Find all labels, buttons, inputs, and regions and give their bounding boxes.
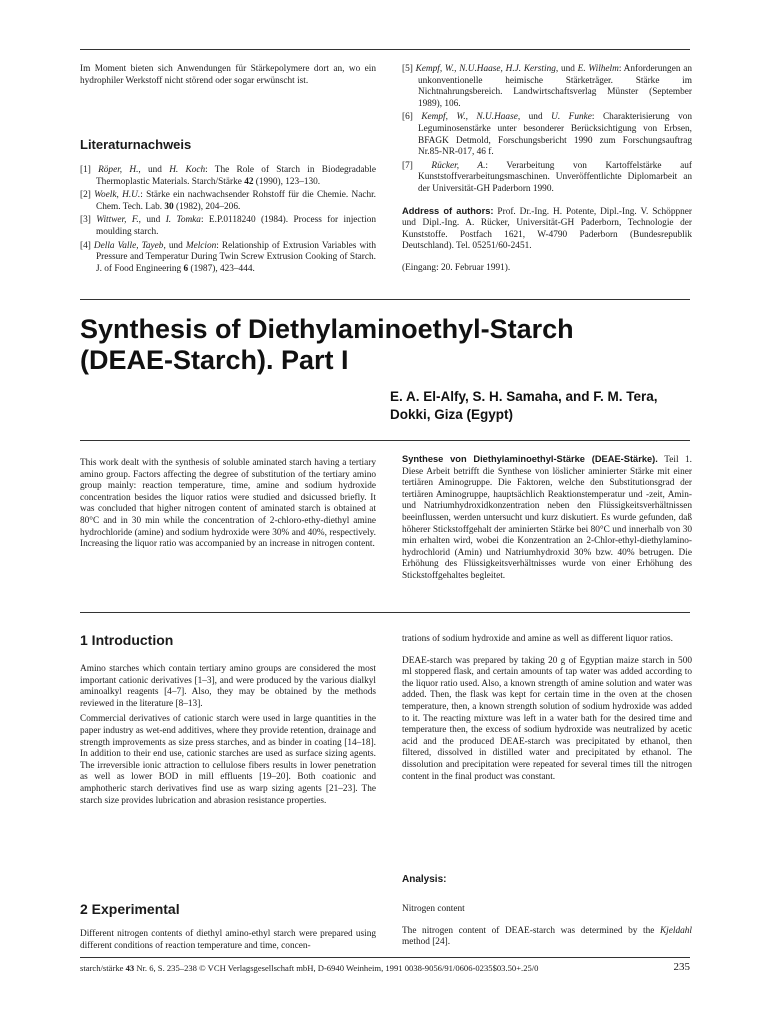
reference-list-left [80, 165, 376, 277]
experimental-heading: 2 Experimental [80, 901, 180, 917]
abstract-rule [80, 440, 690, 441]
analysis-body [402, 904, 692, 955]
analysis-heading: Analysis: [402, 874, 447, 885]
reference-item: [6] Kempf, W., N.U.Haase, und U. Funke: Charakterisierung von Leguminosenstärke unter besonderer Berücksichtigung von Erbsen, BFAGK Detmold, Forschungsbericht 1990 zum Forschungsauftrag Nr.85-NR-017, 46 f. [402, 112, 693, 158]
intro-paragraph: Amino starches which contain tertiary amino groups are considered the most important cationic derivatives [1–3], and were produced by the various dialkyl aminoalkyl reagents [4–7]. Also, they may be obtained by the methods reviewed in the literature [8–13]. [80, 664, 376, 709]
reference-item: [1] Röper, H., und H. Koch: The Role of Starch in Biodegradable Thermoplastic Materials. Starch/Stärke 42 (1990), 123–130. [80, 165, 377, 187]
body-rule [80, 612, 690, 613]
preceding-paragraph: Im Moment bieten sich Anwendungen für Stärkepolymere dort an, wo ein hydrophiler Werkstoff nicht störend oder sogar erwünscht ist. [80, 64, 376, 86]
experimental-paragraph: Different nitrogen contents of diethyl amino-ethyl starch were prepared using different conditions of reaction temperature and time, concen- [80, 929, 376, 951]
abstract-english: This work dealt with the synthesis of soluble aminated starch having a tertiary amino group. Factors affecting the degree of substitution of the tertiary amino group mainly: reaction temperature, time, amine and sodium hydroxide concentration besides the liquor ratios were studied and dsicussed briefly. It was concluded that higher nitrogen content of aminated starch is obtained at 80°C and in 30 min while the concentration of 2-chloro-ethy-diethyl amine hydrochloride (amine) and sodium hydroxide were 30% and 40%, respectively. Increasing the liquor ratio was accompanied by an increase in nitrogen content. [80, 458, 376, 550]
introduction-heading: 1 Introduction [80, 632, 174, 648]
page-number: 235 [673, 961, 690, 973]
reference-list-right [402, 64, 692, 281]
title-rule [80, 299, 690, 300]
received-date: (Eingang: 20. Februar 1991). [402, 262, 511, 273]
reference-item: [7] Rücker, A.: Verarbeitung von Kartoffelstärke auf Kunststoffverarbeitungsmaschinen. Unveröffentlichte Diplomarbeit an der Universität-GH Paderborn 1990. [402, 160, 692, 194]
author-address: Address of authors: Prof. Dr.-Ing. H. Potente, Dipl.-Ing. V. Schöppner und Dipl.-Ing. A. Rücker, Universität-GH Paderborn, Technologie der Kunststoffe. Postfach 1621, W-4790 Paderborn (Bundesrepublik Deutschland). Tel. 05251/60-2451. [402, 205, 692, 252]
continuation-paragraph: trations of sodium hydroxide and amine as well as different liquor ratios. [402, 634, 673, 644]
reference-item: [5] Kempf, W., N.U.Haase, H.J. Kersting, und E. Wilhelm: Anforderungen an unkonventionelle heimische Stärketräger. Stärke im Nichtnahrungsbereich. Landwirtschaftsverlag Münster (September 1989), 106. [402, 64, 692, 109]
procedure-paragraph: DEAE-starch was prepared by taking 20 g of Egyptian maize starch in 500 ml stoppered flask, and certain amounts of tap water was added according to the liquor ratio used. Also, a known strength of amine solution and water was added. Then, the flask was kept for certain time in the oven at the chosen temperature, then, a known strength solution of sodium hydroxide was added to it. The reacting mixture was left in a water bath for the desired time and temperature then, the excess of sodium hydroxide was neutralized by acetic acid and the produced DEAE-starch was precipitated by ethanol, then filtered, dissolved in distilled water and precipitated by ethanol. The dissolution and precipitation were repeated for several times till the nitrogen content in the final product was constant. [402, 655, 692, 782]
footer-rule [80, 957, 690, 958]
reference-item: [3] Wittwer, F., und I. Tomka: E.P.0118240 (1984). Process for injection moulding starch. [80, 215, 377, 237]
article-title: Synthesis of Diethylaminoethyl-Starch (DEAE-Starch). Part I [80, 314, 574, 375]
reference-item: [2] Woelk, H.U.: Stärke ein nachwachsender Rohstoff für die Chemie. Nachr. Chem. Tech. Lab. 30 (1982), 204–206. [80, 190, 377, 212]
nitrogen-subheading: Nitrogen content [402, 904, 465, 914]
experimental-body [80, 929, 376, 958]
kjeldahl-paragraph: The nitrogen content of DEAE-starch was determined by the Kjeldahl method [24]. [402, 925, 692, 948]
article-authors: E. A. El-Alfy, S. H. Samaha, and F. M. Tera, Dokki, Giza (Egypt) [390, 389, 658, 422]
literature-heading: Literaturnachweis [80, 137, 192, 152]
right-body-column [402, 634, 692, 789]
journal-citation: starch/stärke 43 Nr. 6, S. 235–238 © VCH Verlagsgesellschaft mbH, D-6940 Weinheim, 1991 0038-9056/91/0606-0235$03.50+.25/0 [80, 963, 539, 973]
reference-item: [4] Della Valle, Tayeb, und Melcion: Relationship of Extrusion Variables with Pressure and Temperatur During Twin Screw Extrusion Cooking of Starch. J. of Food Engineering 6 (1987), 423–444. [80, 240, 376, 274]
abstract-german: Synthese von Diethylaminoethyl-Stärke (DEAE-Stärke). Teil 1. Diese Arbeit betrifft die Synthese von löslicher aminierter Stärke mit einer tertiären Aminogruppe. Die Faktoren, welche den Substitutionsgrad der tertiären Aminogruppe, hauptsächlich Reaktionstemperatur und -zeit, Amin- und Natriumhydroxidkonzentration neben den Flüssigkeitsverhältnissen beeinflussen, werden untersucht und kurz diskutiert. Es wurde gefunden, daß höherer Stickstoffgehalt der aminierten Stärke bei 80°C und innerhalb von 30 min erhalten wird, wobei die Konzentration an 2-Chlor-ethyl-diethylamino-hydrochlorid (Amin) und Natriumhydroxid 30% bzw. 40% betrugen. Die Erhöhung des Flüssigkeitsverhältnisses wurde von einer Erhöhung des Stickstoffgehaltes begleitet. [402, 454, 693, 581]
introduction-body [80, 664, 376, 813]
intro-paragraph: Commercial derivatives of cationic starch were used in large quantities in the paper industry as wet-end additives, where they provide retention, drainage and strength improvements as size press starches, and as binder in coating [14–18]. In addition to their end use, cationic starches are used as surface sizing agents. The irreversible ionic attraction to cellulose fibers results in lower penetration as well as lower BOD in mill effluents [19–20]. Both coationic and amphotheric starch derivatives find use as warp sizing agents [21–23]. The starch size provides lubrication and abrasion resistance properties. [80, 714, 376, 806]
page-footer [80, 963, 690, 973]
top-left-column [80, 64, 376, 93]
top-rule [80, 49, 690, 50]
